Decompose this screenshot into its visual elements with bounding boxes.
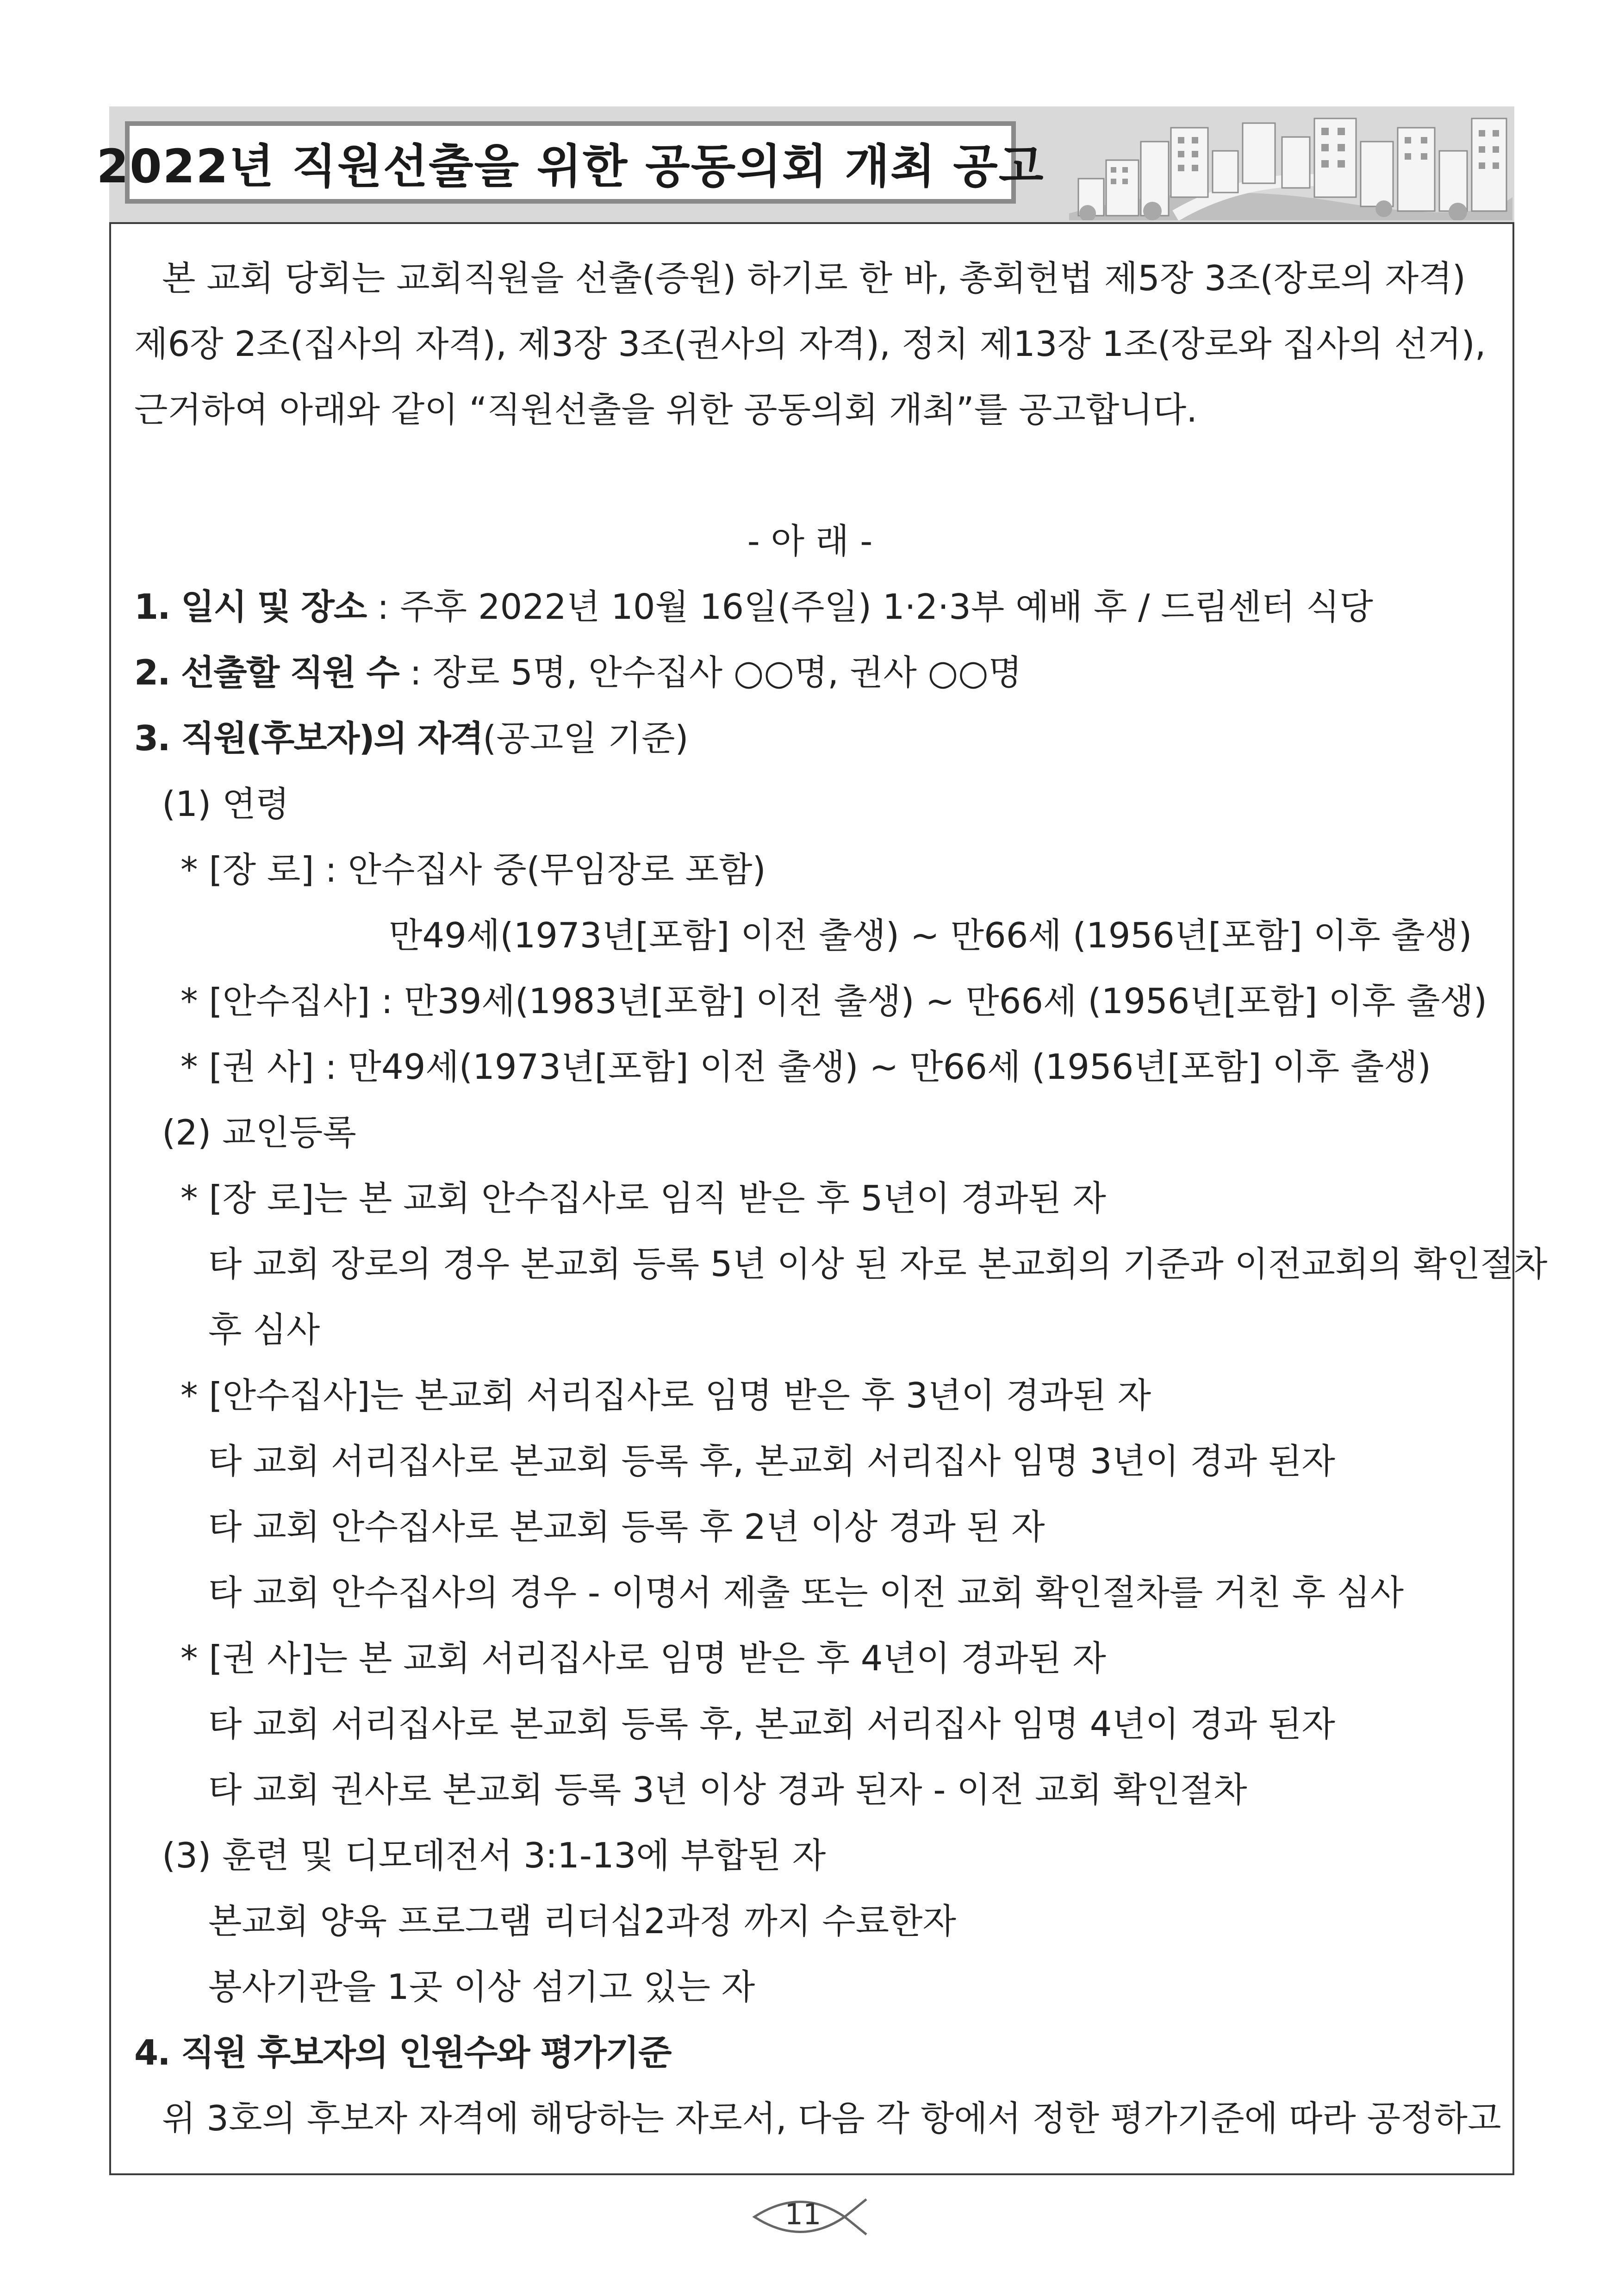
title-box xyxy=(96,121,1045,204)
section-3 xyxy=(134,705,1500,771)
cityscape-illustration xyxy=(1060,109,1512,220)
age-title: (1) 연령 xyxy=(162,784,289,824)
age-deacon: * [안수집사] : 만39세(1983년[포함] 이전 출생) ~ 만66세 (1956년[포함] 이후 출생) xyxy=(180,981,1487,1021)
section-1 xyxy=(134,574,1500,640)
registration-deacon: * [안수집사]는 본교회 서리집사로 임명 받은 후 3년이 경과된 자 xyxy=(180,1375,1151,1416)
registration-deacon-3: 타 교회 안수집사로 본교회 등록 후 2년 이상 경과 된 자 xyxy=(208,1506,1045,1547)
training-item-1: 본교회 양육 프로그램 리더십2과정 까지 수료한자 xyxy=(208,1901,956,1941)
notice-heading: - 아 래 - xyxy=(747,521,873,561)
registration-elder-3: 후 심사 xyxy=(208,1309,320,1350)
intro-paragraph: 본 교회 당회는 교회직원을 선출(증원) 하기로 한 바, 총회헌법 제5장 3조(장로의 자격) 제6장 2조(집사의 자격), 제3장 3조(권사의 자격), 정치 제13장 1조(장로와 집사의 선거), 근거하여 아래와 같이 “직원선출을 위한 공동의회 개최”를 공고합니다. xyxy=(134,258,1486,430)
registration-elder: * [장 로]는 본 교회 안수집사로 임직 받은 후 5년이 경과된 자 xyxy=(180,1178,1106,1219)
notice-body xyxy=(134,245,1548,2151)
section-4-text: 위 3호의 후보자 자격에 해당하는 자로서, 다음 각 항에서 정한 평가기준에 따라 공정하고 xyxy=(162,2098,1501,2139)
registration-deaconess-2: 타 교회 서리집사로 본교회 등록 후, 본교회 서리집사 임명 4년이 경과 된자 xyxy=(208,1704,1335,1744)
section-3-text: (공고일 기준) xyxy=(483,718,689,759)
page-number-badge xyxy=(745,2189,875,2245)
section-1-text: : 주후 2022년 10월 16일(주일) 1·2·3부 예배 후 / 드림센터 식당 xyxy=(366,586,1373,627)
spacer xyxy=(134,442,1500,508)
age-elder: * [장 로] : 안수집사 중(무임장로 포함) xyxy=(180,849,766,890)
section-2-text: : 장로 5명, 안수집사 ○○명, 권사 ○○명 xyxy=(398,652,1022,693)
age-elder-range: 만49세(1973년[포함] 이전 출생) ~ 만66세 (1956년[포함] 이후 출생) xyxy=(389,915,1472,956)
registration-deaconess-3: 타 교회 권사로 본교회 등록 3년 이상 경과 된자 - 이전 교회 확인절차 xyxy=(208,1769,1247,1810)
registration-title: (2) 교인등록 xyxy=(162,1112,356,1153)
registration-deaconess: * [권 사]는 본 교회 서리집사로 임명 받은 후 4년이 경과된 자 xyxy=(180,1638,1106,1679)
page-title: 2022년 직원선출을 위한 공동의회 개최 공고 xyxy=(96,139,1045,193)
registration-elder-2: 타 교회 장로의 경우 본교회 등록 5년 이상 된 자로 본교회의 기준과 이전교회의 확인절차 xyxy=(208,1244,1548,1284)
section-3-label: 3. 직원(후보자)의 자격 xyxy=(134,718,483,759)
registration-deacon-2: 타 교회 서리집사로 본교회 등록 후, 본교회 서리집사 임명 3년이 경과 된자 xyxy=(208,1441,1335,1481)
section-2 xyxy=(134,640,1500,705)
page-number: 11 xyxy=(784,2197,821,2231)
registration-deacon-4: 타 교회 안수집사의 경우 - 이명서 제출 또는 이전 교회 확인절차를 거친 후 심사 xyxy=(208,1572,1404,1613)
section-1-label: 1. 일시 및 장소 xyxy=(134,586,367,627)
training-item-2: 봉사기관을 1곳 이상 섬기고 있는 자 xyxy=(208,1966,755,2007)
training-title: (3) 훈련 및 디모데전서 3:1-13에 부합된 자 xyxy=(162,1835,826,1876)
section-2-label: 2. 선출할 직원 수 xyxy=(134,652,399,693)
section-4-label: 4. 직원 후보자의 인원수와 평가기준 xyxy=(134,2032,671,2073)
age-deaconess: * [권 사] : 만49세(1973년[포함] 이전 출생) ~ 만66세 (1956년[포함] 이후 출생) xyxy=(180,1046,1431,1087)
